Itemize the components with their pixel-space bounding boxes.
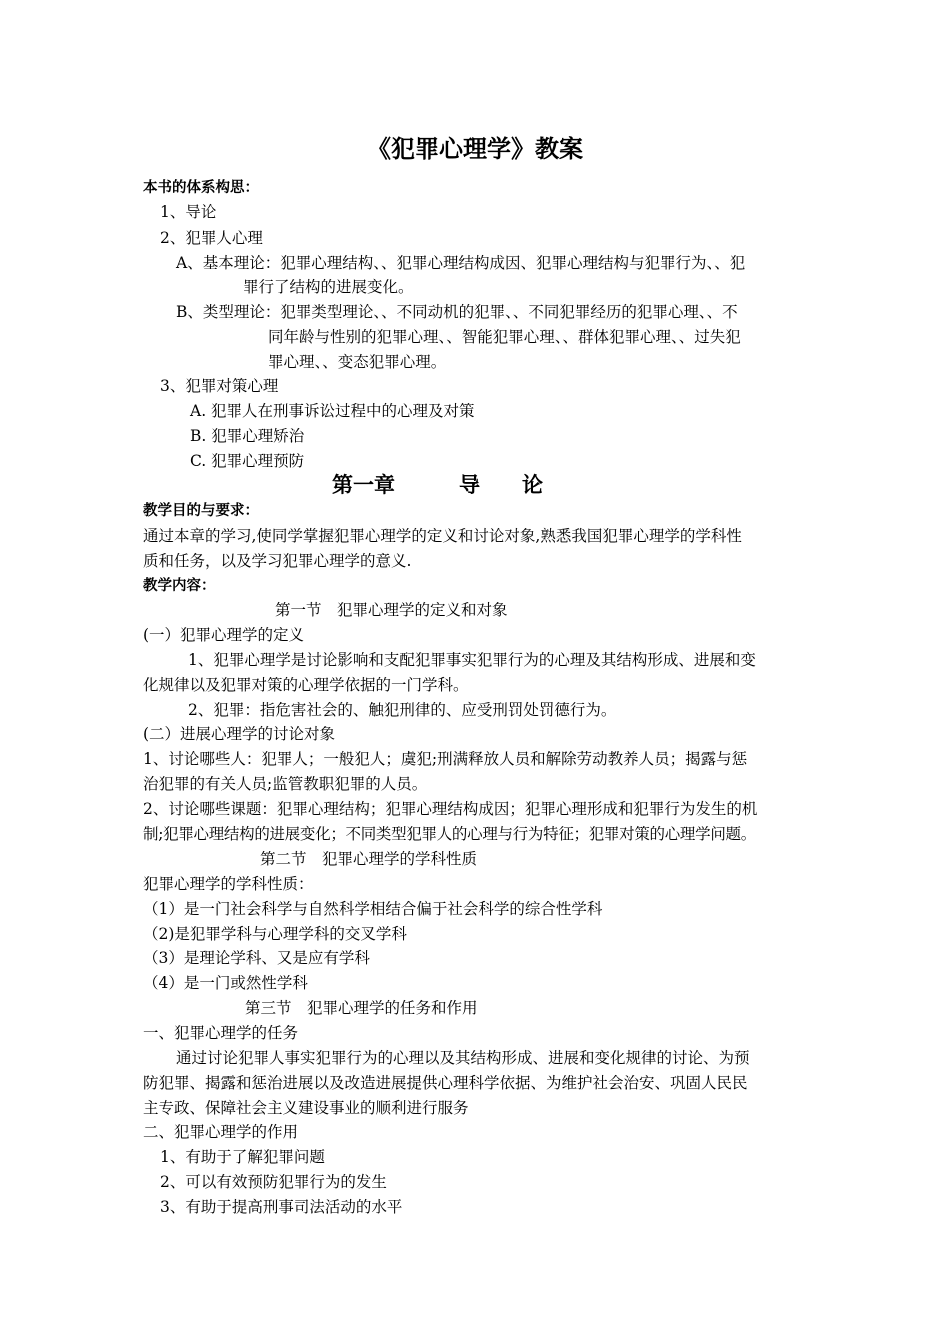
section-2-p2: （1）是一门社会科学与自然科学相结合偏于社会科学的综合性学科 bbox=[143, 900, 603, 918]
structure-item-2b-line3: 罪心理、、变态犯罪心理。 bbox=[268, 353, 447, 371]
goals-line-2: 质和任务，以及学习犯罪心理学的意义. bbox=[143, 552, 412, 570]
section-3-p4: 1、有助于了解犯罪问题 bbox=[160, 1148, 325, 1166]
structure-item-2b-line2: 同年龄与性别的犯罪心理、、智能犯罪心理、、群体犯罪心理、、过失犯 bbox=[268, 328, 741, 346]
section-3-p3: 二、犯罪心理学的作用 bbox=[143, 1123, 299, 1141]
goals-line-1: 通过本章的学习,使同学掌握犯罪心理学的定义和讨论对象,熟悉我国犯罪心理学的学科性 bbox=[143, 527, 742, 545]
section-3-p5: 2、可以有效预防犯罪行为的发生 bbox=[160, 1173, 387, 1191]
section-1-p1: (一）犯罪心理学的定义 bbox=[143, 626, 305, 644]
section-1-p3: 2、犯罪：指危害社会的、触犯刑律的、应受刑罚处罚德行为。 bbox=[188, 701, 617, 719]
section-3-p2-line1: 通过讨论犯罪人事实犯罪行为的心理以及其结构形成、进展和变化规律的讨论、为预 bbox=[176, 1049, 750, 1067]
section-1-p5-line2: 治犯罪的有关人员;监管教职犯罪的人员。 bbox=[143, 775, 428, 793]
chapter-number: 第一章 bbox=[332, 473, 395, 497]
content-heading: 教学内容： bbox=[143, 578, 216, 594]
structure-heading: 本书的体系构思： bbox=[143, 180, 259, 196]
section-2-p5: （4）是一门或然性学科 bbox=[143, 974, 308, 992]
section-2-p4: （3）是理论学科、又是应有学科 bbox=[143, 949, 370, 967]
structure-item-2a-line1: A、基本理论：犯罪心理结构、、犯罪心理结构成因、犯罪心理结构与犯罪行为、、犯 bbox=[176, 254, 746, 272]
structure-item-3a: A. 犯罪人在刑事诉讼过程中的心理及对策 bbox=[190, 402, 475, 420]
chapter-name-char1: 导 bbox=[459, 473, 480, 497]
section-2-p3: （2)是犯罪学科与心理学科的交叉学科 bbox=[143, 925, 407, 943]
structure-item-1: 1、导论 bbox=[160, 203, 217, 221]
structure-item-3c: C. 犯罪心理预防 bbox=[190, 452, 305, 470]
structure-item-2: 2、犯罪人心理 bbox=[160, 229, 263, 247]
section-1-p5-line1: 1、讨论哪些人：犯罪人；一般犯人；虞犯;刑满释放人员和解除劳动教养人员；揭露与惩 bbox=[143, 750, 748, 768]
section-1-p2-line1: 1、犯罪心理学是讨论影响和支配犯罪事实犯罪行为的心理及其结构形成、进展和变 bbox=[188, 651, 756, 669]
section-3-p6: 3、有助于提高刑事司法活动的水平 bbox=[160, 1198, 403, 1216]
structure-item-3: 3、犯罪对策心理 bbox=[160, 377, 279, 395]
section-1-p6-line1: 2、讨论哪些课题：犯罪心理结构；犯罪心理结构成因；犯罪心理形成和犯罪行为发生的机 bbox=[143, 800, 758, 818]
section-3-p2-line2: 防犯罪、揭露和惩治进展以及改造进展提供心理科学依据、为维护社会治安、巩固人民民 bbox=[143, 1074, 748, 1092]
section-1-p6-line2: 制;犯罪心理结构的进展变化；不同类型犯罪人的心理与行为特征；犯罪对策的心理学问题。 bbox=[143, 825, 756, 843]
section-3-p2-line3: 主专政、保障社会主义建设事业的顺利进行服务 bbox=[143, 1099, 469, 1117]
section-1-p2-line2: 化规律以及犯罪对策的心理学依据的一门学科。 bbox=[143, 676, 469, 694]
section-2-p1: 犯罪心理学的学科性质： bbox=[143, 875, 314, 893]
section-1-p4: (二）进展心理学的讨论对象 bbox=[143, 725, 336, 743]
section-3-p1: 一、犯罪心理学的任务 bbox=[143, 1024, 299, 1042]
section-1-title: 第一节 犯罪心理学的定义和对象 bbox=[275, 601, 508, 619]
structure-item-3b: B. 犯罪心理矫治 bbox=[190, 427, 305, 445]
section-3-title: 第三节 犯罪心理学的任务和作用 bbox=[245, 999, 478, 1017]
chapter-name-char2: 论 bbox=[522, 473, 543, 497]
section-2-title: 第二节 犯罪心理学的学科性质 bbox=[260, 850, 478, 868]
goals-heading: 教学目的与要求： bbox=[143, 503, 259, 519]
document-title: 《犯罪心理学》教案 bbox=[367, 135, 583, 163]
structure-item-2b-line1: B、类型理论：犯罪类型理论、、不同动机的犯罪、、不同犯罪经历的犯罪心理、、不 bbox=[176, 303, 738, 321]
structure-item-2a-line2: 罪行了结构的进展变化。 bbox=[243, 278, 414, 296]
chapter-heading bbox=[332, 471, 543, 499]
